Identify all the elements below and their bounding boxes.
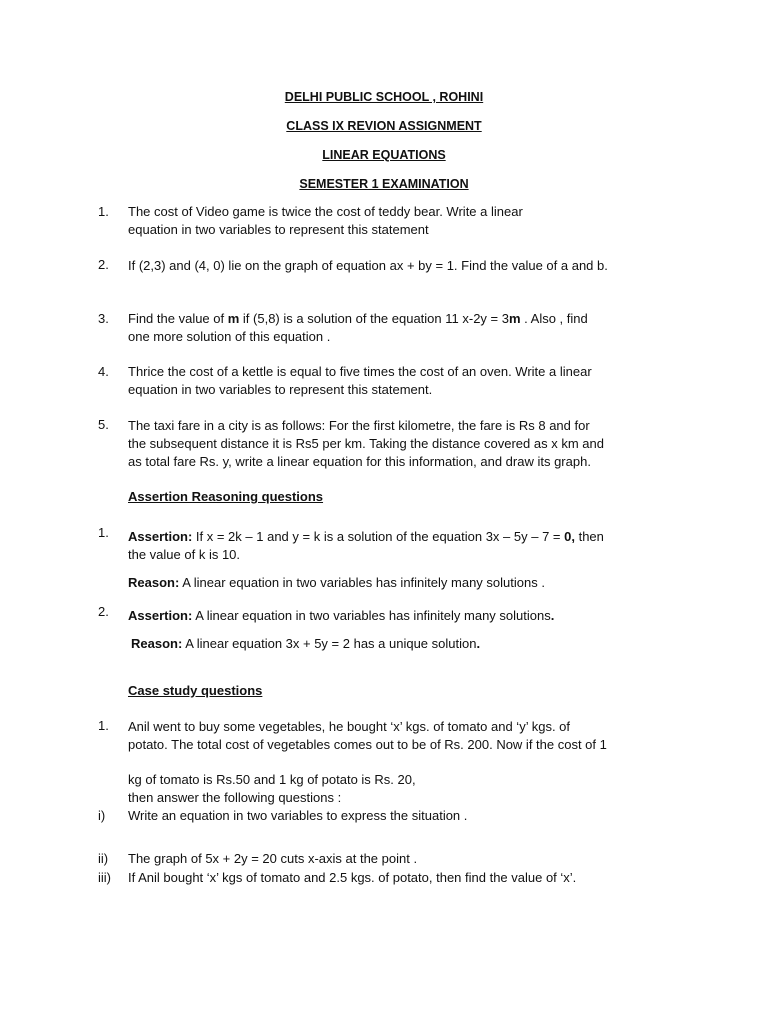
- question-text: If (2,3) and (4, 0) lie on the graph of equation ax + by = 1. Find the value of a and b.: [128, 258, 608, 273]
- question-number: 3.: [98, 311, 109, 326]
- case-text: kg of tomato is Rs.50 and 1 kg of potato is Rs. 20,: [128, 772, 416, 787]
- question-number: 5.: [98, 417, 109, 432]
- question-text: equation in two variables to represent this statement.: [128, 382, 433, 397]
- reason-text: Reason: A linear equation in two variables has infinitely many solutions .: [128, 575, 545, 590]
- question-number: 2.: [98, 257, 109, 272]
- assertion-text: Assertion: A linear equation in two variables has infinitely many solutions.: [128, 608, 555, 623]
- school-name: DELHI PUBLIC SCHOOL , ROHINI: [284, 90, 484, 104]
- case-study-heading: Case study questions: [128, 683, 263, 698]
- sub-question-text: If Anil bought ‘x’ kgs of tomato and 2.5 kgs. of potato, then find the value of ‘x’.: [128, 870, 577, 885]
- assertion-text: the value of k is 10.: [128, 547, 241, 562]
- case-number: 1.: [98, 718, 109, 733]
- class-title: CLASS IX REVION ASSIGNMENT: [286, 119, 482, 133]
- exam-title: SEMESTER 1 EXAMINATION: [299, 177, 469, 191]
- assertion-number: 2.: [98, 604, 109, 619]
- question-text: one more solution of this equation .: [128, 329, 331, 344]
- reason-text: Reason: A linear equation 3x + 5y = 2 has a unique solution.: [131, 636, 481, 651]
- question-text: The taxi fare in a city is as follows: For the first kilometre, the fare is Rs 8 and for: [128, 418, 590, 433]
- question-text: as total fare Rs. y, write a linear equation for this information, and draw its graph.: [128, 454, 591, 469]
- case-text: Anil went to buy some vegetables, he bought ‘x’ kgs. of tomato and ‘y’ kgs. of: [128, 719, 571, 734]
- sub-question-number: ii): [98, 851, 109, 866]
- case-text: potato. The total cost of vegetables comes out to be of Rs. 200. Now if the cost of 1: [128, 737, 607, 752]
- sub-question-number: i): [98, 808, 106, 823]
- question-text: The cost of Video game is twice the cost of teddy bear. Write a linear: [128, 204, 523, 219]
- sub-question-text: The graph of 5x + 2y = 20 cuts x-axis at the point .: [128, 851, 418, 866]
- question-text: Find the value of m if (5,8) is a solution of the equation 11 x-2y = 3m . Also , find: [128, 311, 588, 326]
- question-number: 4.: [98, 364, 109, 379]
- case-text: then answer the following questions :: [128, 790, 342, 805]
- sub-question-text: Write an equation in two variables to express the situation .: [128, 808, 468, 823]
- question-text: the subsequent distance it is Rs5 per km. Taking the distance covered as x km and: [128, 436, 604, 451]
- question-text: Thrice the cost of a kettle is equal to five times the cost of an oven. Write a linear: [128, 364, 592, 379]
- question-text: equation in two variables to represent this statement: [128, 222, 429, 237]
- assertion-heading: Assertion Reasoning questions: [128, 489, 324, 504]
- topic-title: LINEAR EQUATIONS: [322, 148, 446, 162]
- sub-question-number: iii): [98, 870, 111, 885]
- question-number: 1.: [98, 204, 109, 219]
- assertion-number: 1.: [98, 525, 109, 540]
- assertion-text: Assertion: If x = 2k – 1 and y = k is a solution of the equation 3x – 5y – 7 = 0, then: [128, 529, 604, 544]
